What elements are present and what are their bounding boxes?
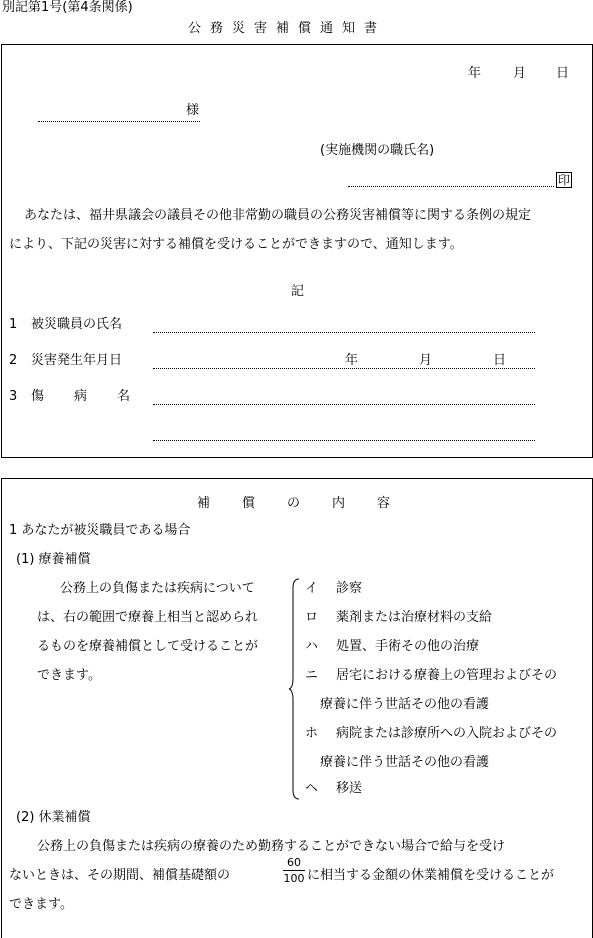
list-text-ho: 病院または診療所への入院およびその (336, 726, 558, 741)
list-mark-he: ヘ (305, 781, 319, 796)
content-title: 補償の内容 (197, 496, 423, 511)
item-3-line-2 (153, 440, 535, 441)
date-month-label: 月 (513, 66, 527, 81)
sec2-line3: できます。 (9, 897, 73, 912)
case-1-heading: 1 あなたが被災職員である場合 (9, 523, 191, 538)
sec2-line2-post: に相当する金額の休業補償を受けることが (307, 868, 555, 883)
brace-icon (288, 578, 302, 800)
item-1-line (153, 332, 535, 333)
item-1-number: 1 (9, 317, 18, 332)
sec1-desc-2: は、右の範囲で療養上相当と認められ (37, 610, 259, 625)
notice-body-line2: により、下記の災害に対する補償を受けることができますので、通知します。 (9, 237, 463, 252)
item-2-year: 年 (345, 353, 359, 368)
list-text-he: 移送 (336, 781, 363, 796)
list-mark-ho: ホ (305, 726, 319, 741)
addressee-line (38, 121, 200, 122)
list-text-ni-cont: 療養に伴う世話その他の看護 (320, 697, 490, 712)
date-day-label: 日 (556, 66, 570, 81)
item-2-number: 2 (9, 353, 18, 368)
sec1-desc-1: 公務上の負傷または疾病について (60, 581, 255, 596)
sec1-desc-3: るものを療養補償として受けることが (37, 639, 259, 654)
honorific: 様 (186, 103, 200, 118)
date-year-label: 年 (468, 66, 482, 81)
ki-label: 記 (291, 284, 305, 299)
item-3-label: 傷病名 (31, 389, 161, 404)
list-mark-ha: ハ (305, 639, 319, 654)
item-2-label: 災害発生年月日 (31, 353, 123, 368)
list-text-ha: 処置、手術その他の治療 (336, 639, 480, 654)
list-text-ho-cont: 療養に伴う世話その他の看護 (320, 755, 490, 770)
fraction (283, 857, 305, 884)
sec1-heading: (1) 療養補償 (16, 552, 91, 567)
list-text-ro: 薬剤または治療材料の支給 (336, 610, 493, 625)
sec2-heading: (2) 休業補償 (16, 810, 91, 825)
item-3-number: 3 (9, 389, 18, 404)
annex-label: 別記第1号(第4条関係) (2, 0, 133, 15)
issuer-label: (実施機関の職氏名) (320, 143, 435, 158)
fraction-numerator: 60 (287, 856, 301, 869)
item-2-month: 月 (419, 353, 433, 368)
sec1-desc-4: できます。 (37, 668, 101, 683)
sec2-line1: 公務上の負傷または疾病の療養のため勤務することができない場合で給与を受け (37, 839, 506, 854)
item-1-label: 被災職員の氏名 (31, 317, 123, 332)
seal-mark: 印 (557, 173, 570, 187)
item-2-line (153, 368, 535, 369)
document-title: 公務災害補償通知書 (188, 21, 387, 36)
notice-body-line1: あなたは、福井県議会の議員その他非常勤の職員の公務災害補償等に関する条例の規定 (24, 208, 532, 223)
issuer-line (348, 186, 554, 187)
item-3-line (153, 404, 535, 405)
list-text-i: 診察 (336, 581, 363, 596)
list-mark-ro: ロ (305, 610, 319, 625)
fraction-denominator: 100 (283, 872, 305, 885)
sec2-line2-pre: ないときは、その期間、補償基礎額の (9, 868, 231, 883)
list-mark-i: イ (305, 581, 319, 596)
fraction-bar (283, 870, 305, 871)
item-2-day: 日 (493, 353, 507, 368)
list-mark-ni: ニ (305, 668, 319, 683)
list-text-ni: 居宅における療養上の管理およびその (336, 668, 558, 683)
